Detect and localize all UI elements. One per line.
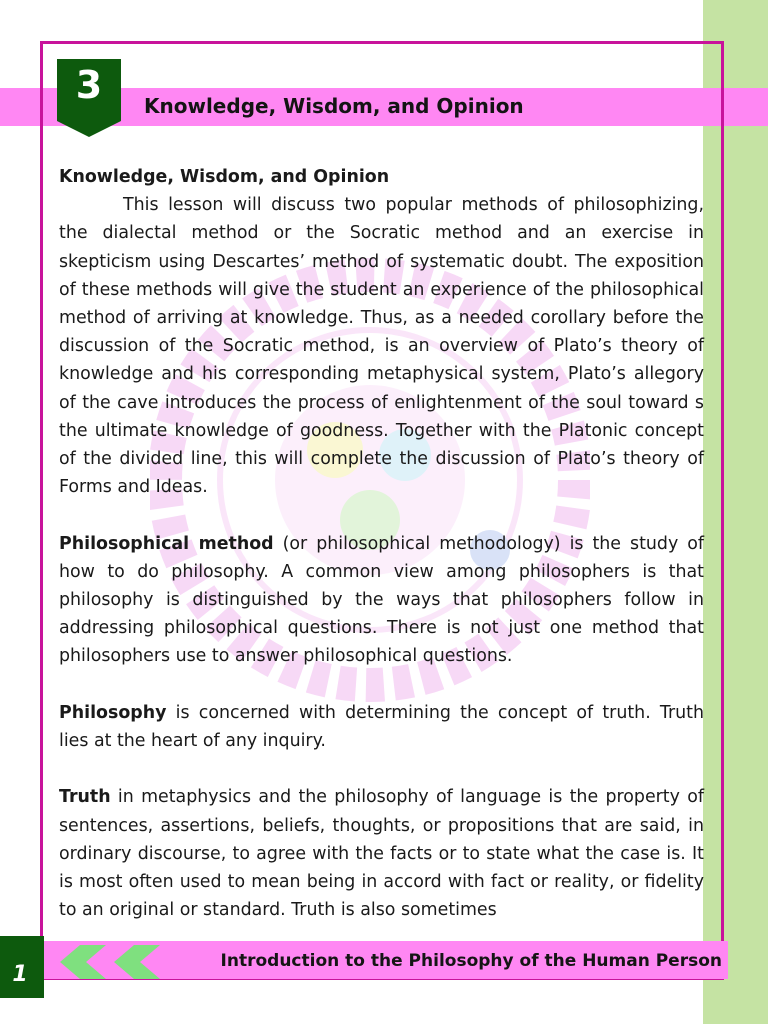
chevron-left-icon bbox=[114, 945, 162, 979]
chevron-left-icon bbox=[60, 945, 108, 979]
term-truth: Truth bbox=[59, 787, 111, 808]
footer-subject: Introduction to the Philosophy of the Human Person bbox=[220, 951, 722, 971]
lesson-content bbox=[59, 163, 704, 924]
truth-paragraph: Truth in metaphysics and the philosophy of language is the property of sentences, assertions, beliefs, thoughts, or propositions that are said, in ordinary discourse, to agree with the facts or to state what the case is. It is most often used to mean being in accord with fact or reality, or fidelity to an original or standard. Truth is also sometimes bbox=[59, 787, 704, 921]
lesson-title: Knowledge, Wisdom, and Opinion bbox=[144, 94, 524, 118]
term-philosophy: Philosophy bbox=[59, 702, 167, 723]
lesson-number: 3 bbox=[75, 63, 103, 107]
philosophy-paragraph: Philosophy is concerned with determining the concept of truth. Truth lies at the heart of any inquiry. bbox=[59, 702, 704, 752]
intro-paragraph: This lesson will discuss two popular methods of philosophizing, the dialectal method or the Socratic method and an exercise in skepticism using Descartes’ method of systematic doubt. The exposition of these methods will give the student an experience of the philosophical method of arriving at knowledge. Thus, as a needed corollary before the discussion of the Socratic method, is an overview of Plato’s theory of knowledge and his corresponding metaphysical system, Plato’s allegory of the cave introduces the process of enlightenment of the soul toward s the ultimate knowledge of goodness. Together with the Platonic concept of the divided line, this will complete the discussion of Plato’s theory of Forms and Ideas. bbox=[59, 195, 704, 498]
philosophical-method-paragraph: Philosophical method (or philosophical methodology) is the study of how to do philosophy. A common view among philosophers is that philosophy is distinguished by the ways that philosophers follow in addressing philosophical questions. There is not just one method that philosophers use to answer philosophical questions. bbox=[59, 533, 704, 667]
term-philosophical-method: Philosophical method bbox=[59, 533, 274, 554]
content-heading: Knowledge, Wisdom, and Opinion bbox=[59, 167, 390, 187]
page-number: 1 bbox=[12, 962, 28, 987]
